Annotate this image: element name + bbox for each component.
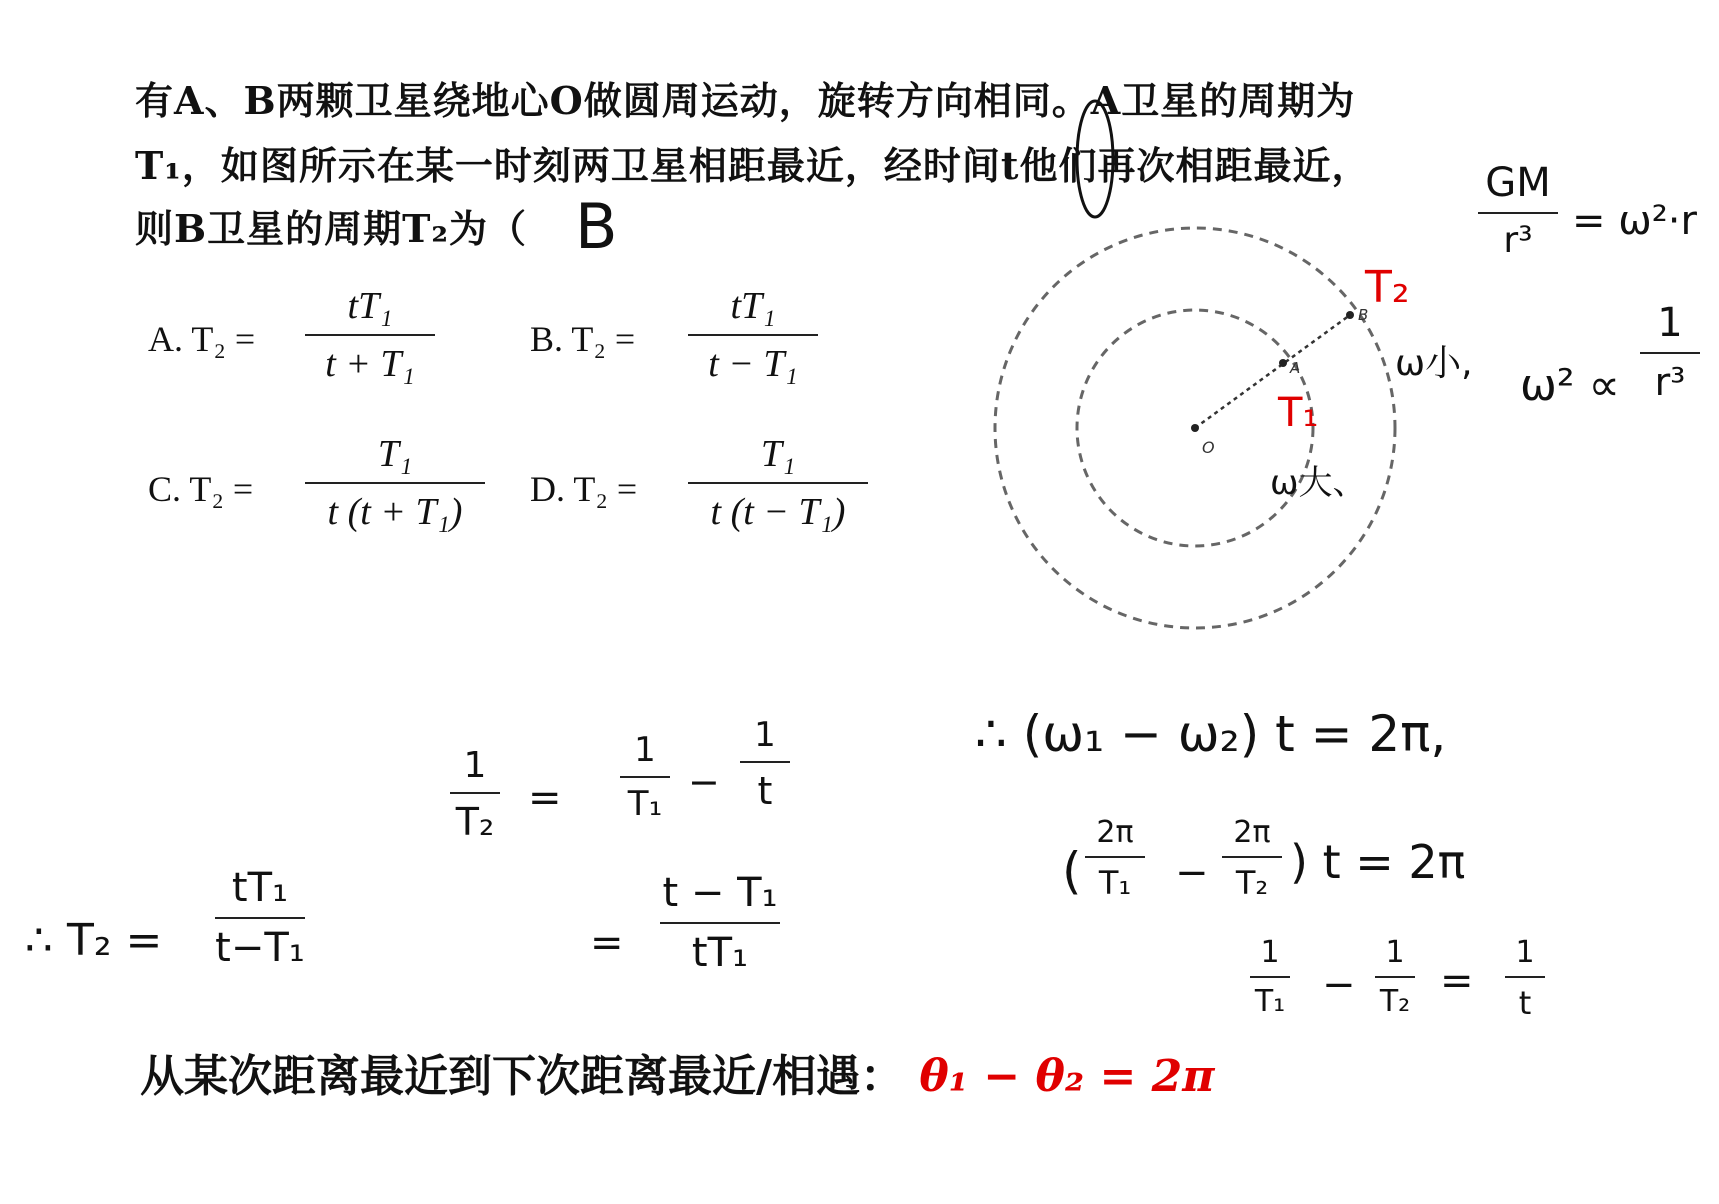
satellite-b: [1346, 311, 1354, 319]
option-d-fraction: [688, 432, 868, 534]
proportional-fraction: [1640, 300, 1700, 404]
option-c-denominator: t (t + T₁): [327, 491, 463, 533]
proportional-denominator: r³: [1654, 360, 1686, 404]
eq3-second-numerator: 1: [1385, 935, 1405, 970]
final-fraction: [215, 865, 305, 971]
minus-sign-1: −: [1175, 850, 1209, 896]
mid1-b-denominator: t: [757, 769, 773, 813]
eq2-rhs: ) t = 2π: [1290, 835, 1466, 889]
eq2-first-fraction: [1085, 815, 1145, 902]
label-a: A: [1290, 359, 1301, 377]
option-d-numerator: T₁: [760, 433, 796, 475]
final-lhs: ∴ T₂ =: [25, 915, 163, 966]
mid1-lhs-numerator: 1: [463, 745, 487, 786]
summary-line: [140, 1040, 1214, 1104]
option-d-label: D. T₂ =: [530, 469, 638, 509]
mid1-a-fraction: [620, 730, 670, 824]
kepler-denominator: r³: [1503, 220, 1533, 261]
eq3-third-numerator: 1: [1515, 935, 1535, 970]
option-a-label: A. T₂ =: [148, 319, 256, 359]
eq2-first-denominator: T₁: [1098, 864, 1132, 902]
eq3-third-fraction: [1505, 935, 1545, 1022]
satellite-a: [1279, 359, 1287, 367]
kepler-numerator: GM: [1485, 160, 1551, 206]
orbit-diagram: [980, 220, 1420, 640]
proportional-numerator: 1: [1657, 300, 1683, 346]
option-a-denominator: t + T₁: [325, 343, 415, 385]
mid1-b-fraction: [740, 715, 790, 813]
minus-sign-2: −: [1322, 962, 1356, 1008]
mid2-fraction: [660, 870, 780, 976]
option-b-denominator: t − T₁: [708, 343, 798, 385]
mid2-denominator: tT₁: [691, 930, 749, 976]
handwritten-answer: B: [575, 190, 618, 263]
question-line-1: 有A、B两颗卫星绕地心O做圆周运动，旋转方向相同。A卫星的周期为: [135, 78, 1356, 123]
kepler-fraction: [1478, 160, 1558, 261]
option-b-numerator: tT₁: [730, 285, 776, 327]
option-c-numerator: T₁: [377, 433, 413, 475]
note-t1-red: T₁: [1278, 390, 1319, 436]
eq2-first-numerator: 2π: [1096, 815, 1134, 850]
eq3-first-fraction: [1250, 935, 1290, 1019]
label-b: B: [1358, 306, 1369, 324]
question-line-3: 则B卫星的周期T₂为（: [135, 206, 528, 251]
mid1-a-denominator: T₁: [627, 784, 663, 824]
eq3-first-denominator: T₁: [1254, 984, 1286, 1019]
eq2-second-denominator: T₂: [1235, 864, 1269, 902]
question-line-2: T₁，如图所示在某一时刻两卫星相距最近，经时间t他们再次相距最近，: [135, 143, 1371, 188]
kepler-rhs: = ω²·r: [1572, 198, 1697, 244]
final-denominator: t−T₁: [215, 925, 305, 971]
note-omega-small: ω小,: [1395, 343, 1473, 384]
equals-sign-2: =: [528, 775, 562, 821]
minus-sign-3: −: [688, 760, 720, 804]
radius-line: [1195, 315, 1350, 428]
option-b-fraction: [688, 284, 818, 386]
label-o: O: [1202, 438, 1215, 457]
mid1-a-numerator: 1: [634, 730, 656, 770]
center-point: [1191, 424, 1199, 432]
mid1-b-numerator: 1: [754, 715, 776, 755]
eq3-second-fraction: [1375, 935, 1415, 1019]
mid1-lhs-denominator: T₂: [455, 800, 495, 844]
eq2-second-numerator: 2π: [1233, 815, 1271, 850]
option-d-denominator: t (t − T₁): [710, 491, 846, 533]
option-a-fraction: [305, 284, 435, 386]
summary-text: 从某次距离最近到下次距离最近/相遇：: [140, 1051, 905, 1102]
option-c-fraction: [305, 432, 485, 534]
final-numerator: tT₁: [231, 865, 289, 911]
equals-sign-1: =: [1440, 958, 1474, 1004]
eq3-third-denominator: t: [1518, 984, 1532, 1022]
option-a-numerator: tT₁: [347, 285, 393, 327]
eq3-second-denominator: T₂: [1379, 984, 1411, 1019]
paren-open: (: [1062, 842, 1082, 900]
eq2-second-fraction: [1222, 815, 1282, 902]
proportional-lhs: ω² ∝: [1520, 360, 1620, 411]
mid1-lhs-fraction: [450, 745, 500, 844]
option-c-label: C. T₂ =: [148, 469, 254, 509]
eq3-first-numerator: 1: [1260, 935, 1280, 970]
equals-sign-3: =: [590, 920, 624, 966]
summary-equation: θ₁ − θ₂ = 2π: [919, 1051, 1215, 1102]
option-b-label: B. T₂ =: [530, 319, 636, 359]
note-omega-big: ω大、: [1270, 463, 1367, 503]
mid2-numerator: t − T₁: [662, 870, 778, 916]
equation-angular-difference: ∴ (ω₁ − ω₂) t = 2π,: [975, 705, 1447, 763]
note-t2-red: T₂: [1365, 262, 1410, 313]
circle-mark-around-t: [1060, 95, 1130, 225]
